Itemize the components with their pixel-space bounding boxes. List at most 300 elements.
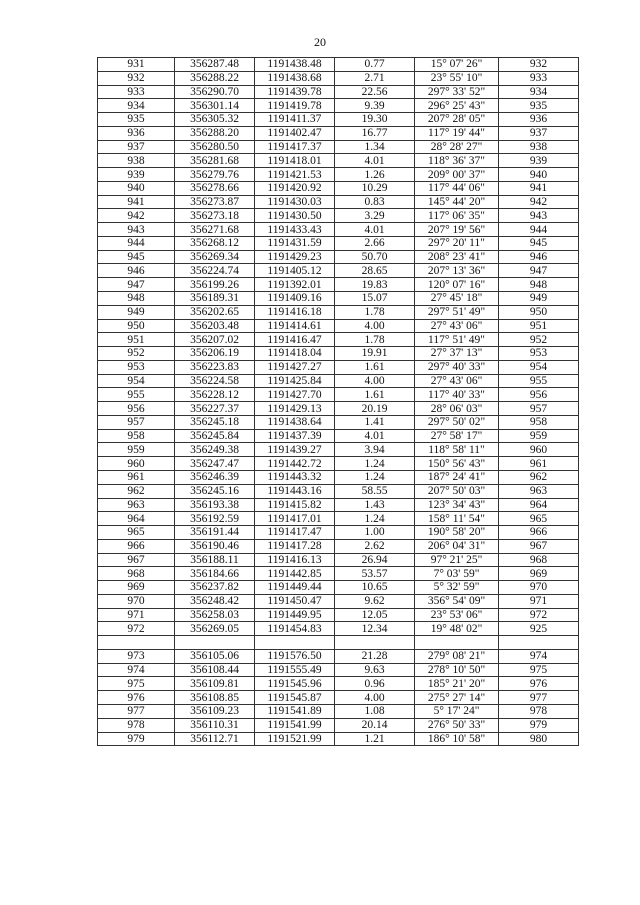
y-coordinate-cell: 1191430.03 xyxy=(255,195,335,209)
point-id-cell: 946 xyxy=(98,264,175,278)
bearing-cell: 118° 58' 11" xyxy=(415,443,499,457)
distance-cell: 4.01 xyxy=(335,429,415,443)
next-point-cell xyxy=(499,636,579,650)
x-coordinate-cell: 356269.05 xyxy=(175,622,255,636)
bearing-cell: 27° 58' 17" xyxy=(415,429,499,443)
table-row xyxy=(98,319,579,333)
point-id-cell: 942 xyxy=(98,209,175,223)
y-coordinate-cell: 1191429.13 xyxy=(255,402,335,416)
table-row xyxy=(98,347,579,361)
bearing-cell: 208° 23' 41" xyxy=(415,250,499,264)
x-coordinate-cell: 356269.34 xyxy=(175,250,255,264)
x-coordinate-cell: 356108.85 xyxy=(175,691,255,705)
bearing-cell: 123° 34' 43" xyxy=(415,498,499,512)
bearing-cell: 275° 27' 14" xyxy=(415,691,499,705)
y-coordinate-cell: 1191576.50 xyxy=(255,649,335,663)
table-row xyxy=(98,402,579,416)
distance-cell: 0.77 xyxy=(335,58,415,72)
distance-cell: 19.30 xyxy=(335,113,415,127)
y-coordinate-cell: 1191417.01 xyxy=(255,512,335,526)
next-point-cell: 932 xyxy=(499,58,579,72)
distance-cell: 9.39 xyxy=(335,99,415,113)
point-id-cell: 976 xyxy=(98,691,175,705)
x-coordinate-cell: 356112.71 xyxy=(175,732,255,746)
x-coordinate-cell: 356109.81 xyxy=(175,677,255,691)
bearing-cell: 356° 54' 09" xyxy=(415,594,499,608)
y-coordinate-cell: 1191418.04 xyxy=(255,347,335,361)
bearing-cell: 120° 07' 16" xyxy=(415,278,499,292)
next-point-cell: 943 xyxy=(499,209,579,223)
next-point-cell: 945 xyxy=(499,236,579,250)
y-coordinate-cell: 1191405.12 xyxy=(255,264,335,278)
point-id-cell: 944 xyxy=(98,236,175,250)
x-coordinate-cell: 356199.26 xyxy=(175,278,255,292)
table-row xyxy=(98,594,579,608)
bearing-cell: 150° 56' 43" xyxy=(415,457,499,471)
bearing-cell: 185° 21' 20" xyxy=(415,677,499,691)
distance-cell: 15.07 xyxy=(335,292,415,306)
table-row xyxy=(98,663,579,677)
distance-cell: 1.43 xyxy=(335,498,415,512)
distance-cell: 19.91 xyxy=(335,347,415,361)
table-body xyxy=(98,58,579,746)
y-coordinate-cell: 1191409.16 xyxy=(255,292,335,306)
distance-cell: 0.96 xyxy=(335,677,415,691)
x-coordinate-cell: 356281.68 xyxy=(175,154,255,168)
table-row xyxy=(98,443,579,457)
table-row xyxy=(98,154,579,168)
y-coordinate-cell: 1191442.72 xyxy=(255,457,335,471)
point-id-cell: 934 xyxy=(98,99,175,113)
table-row xyxy=(98,181,579,195)
x-coordinate-cell: 356110.31 xyxy=(175,718,255,732)
y-coordinate-cell: 1191443.16 xyxy=(255,484,335,498)
bearing-cell: 19° 48' 02" xyxy=(415,622,499,636)
distance-cell: 9.62 xyxy=(335,594,415,608)
bearing-cell: 5° 17' 24" xyxy=(415,704,499,718)
distance-cell: 1.78 xyxy=(335,333,415,347)
next-point-cell: 936 xyxy=(499,113,579,127)
next-point-cell: 965 xyxy=(499,512,579,526)
x-coordinate-cell: 356247.47 xyxy=(175,457,255,471)
bearing-cell: 279° 08' 21" xyxy=(415,649,499,663)
x-coordinate-cell: 356189.31 xyxy=(175,292,255,306)
x-coordinate-cell: 356288.22 xyxy=(175,71,255,85)
point-id-cell: 936 xyxy=(98,126,175,140)
y-coordinate-cell: 1191427.70 xyxy=(255,388,335,402)
x-coordinate-cell: 356288.20 xyxy=(175,126,255,140)
point-id-cell: 966 xyxy=(98,539,175,553)
x-coordinate-cell: 356207.02 xyxy=(175,333,255,347)
point-id-cell: 939 xyxy=(98,168,175,182)
point-id-cell: 953 xyxy=(98,360,175,374)
x-coordinate-cell: 356246.39 xyxy=(175,470,255,484)
bearing-cell: 297° 40' 33" xyxy=(415,360,499,374)
table-row xyxy=(98,553,579,567)
x-coordinate-cell: 356273.18 xyxy=(175,209,255,223)
next-point-cell: 941 xyxy=(499,181,579,195)
bearing-cell: 158° 11' 54" xyxy=(415,512,499,526)
y-coordinate-cell: 1191521.99 xyxy=(255,732,335,746)
distance-cell: 1.00 xyxy=(335,526,415,540)
point-id-cell: 932 xyxy=(98,71,175,85)
y-coordinate-cell: 1191450.47 xyxy=(255,594,335,608)
distance-cell: 20.19 xyxy=(335,402,415,416)
y-coordinate-cell: 1191414.61 xyxy=(255,319,335,333)
y-coordinate-cell: 1191442.85 xyxy=(255,567,335,581)
point-id-cell: 958 xyxy=(98,429,175,443)
table-row xyxy=(98,264,579,278)
bearing-cell: 117° 19' 44" xyxy=(415,126,499,140)
table-row xyxy=(98,704,579,718)
x-coordinate-cell: 356290.70 xyxy=(175,85,255,99)
next-point-cell: 971 xyxy=(499,594,579,608)
y-coordinate-cell: 1191437.39 xyxy=(255,429,335,443)
x-coordinate-cell: 356271.68 xyxy=(175,223,255,237)
table-row xyxy=(98,677,579,691)
bearing-cell xyxy=(415,636,499,650)
x-coordinate-cell: 356245.84 xyxy=(175,429,255,443)
point-id-cell: 952 xyxy=(98,347,175,361)
next-point-cell: 935 xyxy=(499,99,579,113)
y-coordinate-cell: 1191421.53 xyxy=(255,168,335,182)
next-point-cell: 964 xyxy=(499,498,579,512)
distance-cell: 10.65 xyxy=(335,581,415,595)
next-point-cell: 977 xyxy=(499,691,579,705)
point-id-cell: 935 xyxy=(98,113,175,127)
next-point-cell: 933 xyxy=(499,71,579,85)
bearing-cell: 117° 06' 35" xyxy=(415,209,499,223)
point-id-cell: 957 xyxy=(98,415,175,429)
distance-cell: 3.29 xyxy=(335,209,415,223)
x-coordinate-cell: 356223.83 xyxy=(175,360,255,374)
y-coordinate-cell: 1191415.82 xyxy=(255,498,335,512)
table-row xyxy=(98,305,579,319)
point-id-cell: 941 xyxy=(98,195,175,209)
distance-cell: 1.24 xyxy=(335,512,415,526)
distance-cell: 1.21 xyxy=(335,732,415,746)
bearing-cell: 23° 55' 10" xyxy=(415,71,499,85)
distance-cell: 1.24 xyxy=(335,457,415,471)
next-point-cell: 957 xyxy=(499,402,579,416)
point-id-cell: 971 xyxy=(98,608,175,622)
y-coordinate-cell: 1191392.01 xyxy=(255,278,335,292)
y-coordinate-cell: 1191439.78 xyxy=(255,85,335,99)
next-point-cell: 959 xyxy=(499,429,579,443)
next-point-cell: 976 xyxy=(499,677,579,691)
table-row xyxy=(98,223,579,237)
table-row xyxy=(98,457,579,471)
table-row xyxy=(98,567,579,581)
table-row xyxy=(98,209,579,223)
table-row xyxy=(98,498,579,512)
next-point-cell: 967 xyxy=(499,539,579,553)
y-coordinate-cell: 1191416.47 xyxy=(255,333,335,347)
point-id-cell: 943 xyxy=(98,223,175,237)
point-id-cell: 931 xyxy=(98,58,175,72)
table-row xyxy=(98,526,579,540)
distance-cell: 50.70 xyxy=(335,250,415,264)
x-coordinate-cell: 356206.19 xyxy=(175,347,255,361)
x-coordinate-cell: 356278.66 xyxy=(175,181,255,195)
bearing-cell: 207° 50' 03" xyxy=(415,484,499,498)
table-row xyxy=(98,415,579,429)
x-coordinate-cell: 356301.14 xyxy=(175,99,255,113)
x-coordinate-cell: 356245.16 xyxy=(175,484,255,498)
next-point-cell: 949 xyxy=(499,292,579,306)
table-row xyxy=(98,581,579,595)
bearing-cell: 117° 51' 49" xyxy=(415,333,499,347)
bearing-cell: 187° 24' 41" xyxy=(415,470,499,484)
bearing-cell: 297° 50' 02" xyxy=(415,415,499,429)
x-coordinate-cell: 356245.18 xyxy=(175,415,255,429)
y-coordinate-cell: 1191417.47 xyxy=(255,526,335,540)
next-point-cell: 955 xyxy=(499,374,579,388)
bearing-cell: 209° 00' 37" xyxy=(415,168,499,182)
x-coordinate-cell: 356192.59 xyxy=(175,512,255,526)
point-id-cell: 933 xyxy=(98,85,175,99)
table-row xyxy=(98,71,579,85)
next-point-cell: 939 xyxy=(499,154,579,168)
bearing-cell: 278° 10' 50" xyxy=(415,663,499,677)
bearing-cell: 27° 37' 13" xyxy=(415,347,499,361)
bearing-cell: 97° 21' 25" xyxy=(415,553,499,567)
table-row xyxy=(98,649,579,663)
table-row xyxy=(98,333,579,347)
next-point-cell: 963 xyxy=(499,484,579,498)
y-coordinate-cell: 1191418.01 xyxy=(255,154,335,168)
next-point-cell: 969 xyxy=(499,567,579,581)
y-coordinate-cell: 1191443.32 xyxy=(255,470,335,484)
x-coordinate-cell: 356268.12 xyxy=(175,236,255,250)
distance-cell: 16.77 xyxy=(335,126,415,140)
table-row xyxy=(98,113,579,127)
table-row xyxy=(98,622,579,636)
distance-cell: 2.71 xyxy=(335,71,415,85)
distance-cell: 12.05 xyxy=(335,608,415,622)
point-id-cell: 972 xyxy=(98,622,175,636)
point-id-cell xyxy=(98,636,175,650)
table-row xyxy=(98,608,579,622)
table-row xyxy=(98,636,579,650)
x-coordinate-cell: 356228.12 xyxy=(175,388,255,402)
distance-cell: 28.65 xyxy=(335,264,415,278)
distance-cell: 4.00 xyxy=(335,691,415,705)
table-row xyxy=(98,85,579,99)
bearing-cell: 207° 13' 36" xyxy=(415,264,499,278)
bearing-cell: 206° 04' 31" xyxy=(415,539,499,553)
x-coordinate-cell: 356203.48 xyxy=(175,319,255,333)
y-coordinate-cell: 1191449.95 xyxy=(255,608,335,622)
table-row xyxy=(98,470,579,484)
next-point-cell: 938 xyxy=(499,140,579,154)
bearing-cell: 207° 19' 56" xyxy=(415,223,499,237)
table-row xyxy=(98,484,579,498)
point-id-cell: 975 xyxy=(98,677,175,691)
next-point-cell: 937 xyxy=(499,126,579,140)
distance-cell: 22.56 xyxy=(335,85,415,99)
next-point-cell: 951 xyxy=(499,319,579,333)
y-coordinate-cell: 1191420.92 xyxy=(255,181,335,195)
point-id-cell: 970 xyxy=(98,594,175,608)
next-point-cell: 975 xyxy=(499,663,579,677)
y-coordinate-cell: 1191411.37 xyxy=(255,113,335,127)
bearing-cell: 297° 51' 49" xyxy=(415,305,499,319)
y-coordinate-cell: 1191417.28 xyxy=(255,539,335,553)
y-coordinate-cell: 1191433.43 xyxy=(255,223,335,237)
next-point-cell: 953 xyxy=(499,347,579,361)
distance-cell: 3.94 xyxy=(335,443,415,457)
distance-cell: 4.01 xyxy=(335,223,415,237)
distance-cell: 4.01 xyxy=(335,154,415,168)
table-row xyxy=(98,140,579,154)
x-coordinate-cell: 356191.44 xyxy=(175,526,255,540)
next-point-cell: 979 xyxy=(499,718,579,732)
x-coordinate-cell xyxy=(175,636,255,650)
next-point-cell: 960 xyxy=(499,443,579,457)
table-row xyxy=(98,539,579,553)
table-row xyxy=(98,374,579,388)
table-row xyxy=(98,292,579,306)
x-coordinate-cell: 356279.76 xyxy=(175,168,255,182)
point-id-cell: 965 xyxy=(98,526,175,540)
distance-cell: 4.00 xyxy=(335,319,415,333)
next-point-cell: 962 xyxy=(499,470,579,484)
table-row xyxy=(98,99,579,113)
y-coordinate-cell: 1191430.50 xyxy=(255,209,335,223)
point-id-cell: 960 xyxy=(98,457,175,471)
x-coordinate-cell: 356188.11 xyxy=(175,553,255,567)
next-point-cell: 952 xyxy=(499,333,579,347)
distance-cell: 4.00 xyxy=(335,374,415,388)
y-coordinate-cell: 1191545.87 xyxy=(255,691,335,705)
next-point-cell: 950 xyxy=(499,305,579,319)
point-id-cell: 951 xyxy=(98,333,175,347)
bearing-cell: 15° 07' 26" xyxy=(415,58,499,72)
bearing-cell: 276° 50' 33" xyxy=(415,718,499,732)
y-coordinate-cell: 1191541.99 xyxy=(255,718,335,732)
next-point-cell: 958 xyxy=(499,415,579,429)
point-id-cell: 962 xyxy=(98,484,175,498)
x-coordinate-cell: 356184.66 xyxy=(175,567,255,581)
distance-cell xyxy=(335,636,415,650)
x-coordinate-cell: 356249.38 xyxy=(175,443,255,457)
next-point-cell: 942 xyxy=(499,195,579,209)
bearing-cell: 207° 28' 05" xyxy=(415,113,499,127)
x-coordinate-cell: 356202.65 xyxy=(175,305,255,319)
table-row xyxy=(98,691,579,705)
point-id-cell: 973 xyxy=(98,649,175,663)
bearing-cell: 27° 43' 06" xyxy=(415,374,499,388)
point-id-cell: 963 xyxy=(98,498,175,512)
distance-cell: 1.34 xyxy=(335,140,415,154)
distance-cell: 2.62 xyxy=(335,539,415,553)
point-id-cell: 979 xyxy=(98,732,175,746)
next-point-cell: 970 xyxy=(499,581,579,595)
table-row xyxy=(98,388,579,402)
y-coordinate-cell: 1191402.47 xyxy=(255,126,335,140)
next-point-cell: 956 xyxy=(499,388,579,402)
x-coordinate-cell: 356280.50 xyxy=(175,140,255,154)
next-point-cell: 947 xyxy=(499,264,579,278)
next-point-cell: 944 xyxy=(499,223,579,237)
next-point-cell: 966 xyxy=(499,526,579,540)
point-id-cell: 967 xyxy=(98,553,175,567)
x-coordinate-cell: 356193.38 xyxy=(175,498,255,512)
bearing-cell: 297° 20' 11" xyxy=(415,236,499,250)
bearing-cell: 27° 43' 06" xyxy=(415,319,499,333)
bearing-cell: 28° 28' 27" xyxy=(415,140,499,154)
point-id-cell: 945 xyxy=(98,250,175,264)
distance-cell: 58.55 xyxy=(335,484,415,498)
table-row xyxy=(98,512,579,526)
y-coordinate-cell: 1191419.78 xyxy=(255,99,335,113)
y-coordinate-cell: 1191425.84 xyxy=(255,374,335,388)
distance-cell: 10.29 xyxy=(335,181,415,195)
next-point-cell: 940 xyxy=(499,168,579,182)
distance-cell: 19.83 xyxy=(335,278,415,292)
bearing-cell: 27° 45' 18" xyxy=(415,292,499,306)
point-id-cell: 964 xyxy=(98,512,175,526)
point-id-cell: 978 xyxy=(98,718,175,732)
x-coordinate-cell: 356224.58 xyxy=(175,374,255,388)
next-point-cell: 961 xyxy=(499,457,579,471)
table-row xyxy=(98,718,579,732)
y-coordinate-cell: 1191429.23 xyxy=(255,250,335,264)
bearing-cell: 117° 40' 33" xyxy=(415,388,499,402)
bearing-cell: 118° 36' 37" xyxy=(415,154,499,168)
y-coordinate-cell: 1191439.27 xyxy=(255,443,335,457)
point-id-cell: 937 xyxy=(98,140,175,154)
point-id-cell: 961 xyxy=(98,470,175,484)
x-coordinate-cell: 356108.44 xyxy=(175,663,255,677)
point-id-cell: 955 xyxy=(98,388,175,402)
next-point-cell: 980 xyxy=(499,732,579,746)
next-point-cell: 925 xyxy=(499,622,579,636)
x-coordinate-cell: 356273.87 xyxy=(175,195,255,209)
point-id-cell: 969 xyxy=(98,581,175,595)
y-coordinate-cell: 1191449.44 xyxy=(255,581,335,595)
distance-cell: 1.24 xyxy=(335,470,415,484)
x-coordinate-cell: 356227.37 xyxy=(175,402,255,416)
distance-cell: 1.41 xyxy=(335,415,415,429)
distance-cell: 9.63 xyxy=(335,663,415,677)
point-id-cell: 968 xyxy=(98,567,175,581)
next-point-cell: 968 xyxy=(499,553,579,567)
bearing-cell: 23° 53' 06" xyxy=(415,608,499,622)
next-point-cell: 948 xyxy=(499,278,579,292)
table-row xyxy=(98,58,579,72)
bearing-cell: 117° 44' 06" xyxy=(415,181,499,195)
bearing-cell: 145° 44' 20" xyxy=(415,195,499,209)
bearing-cell: 186° 10' 58" xyxy=(415,732,499,746)
distance-cell: 1.08 xyxy=(335,704,415,718)
table-row xyxy=(98,250,579,264)
point-id-cell: 977 xyxy=(98,704,175,718)
y-coordinate-cell: 1191438.48 xyxy=(255,58,335,72)
point-id-cell: 974 xyxy=(98,663,175,677)
distance-cell: 1.26 xyxy=(335,168,415,182)
x-coordinate-cell: 356287.48 xyxy=(175,58,255,72)
table-row xyxy=(98,429,579,443)
distance-cell: 1.61 xyxy=(335,360,415,374)
bearing-cell: 297° 33' 52" xyxy=(415,85,499,99)
next-point-cell: 954 xyxy=(499,360,579,374)
distance-cell: 0.83 xyxy=(335,195,415,209)
page-number: 20 xyxy=(314,35,326,49)
y-coordinate-cell xyxy=(255,636,335,650)
y-coordinate-cell: 1191541.89 xyxy=(255,704,335,718)
